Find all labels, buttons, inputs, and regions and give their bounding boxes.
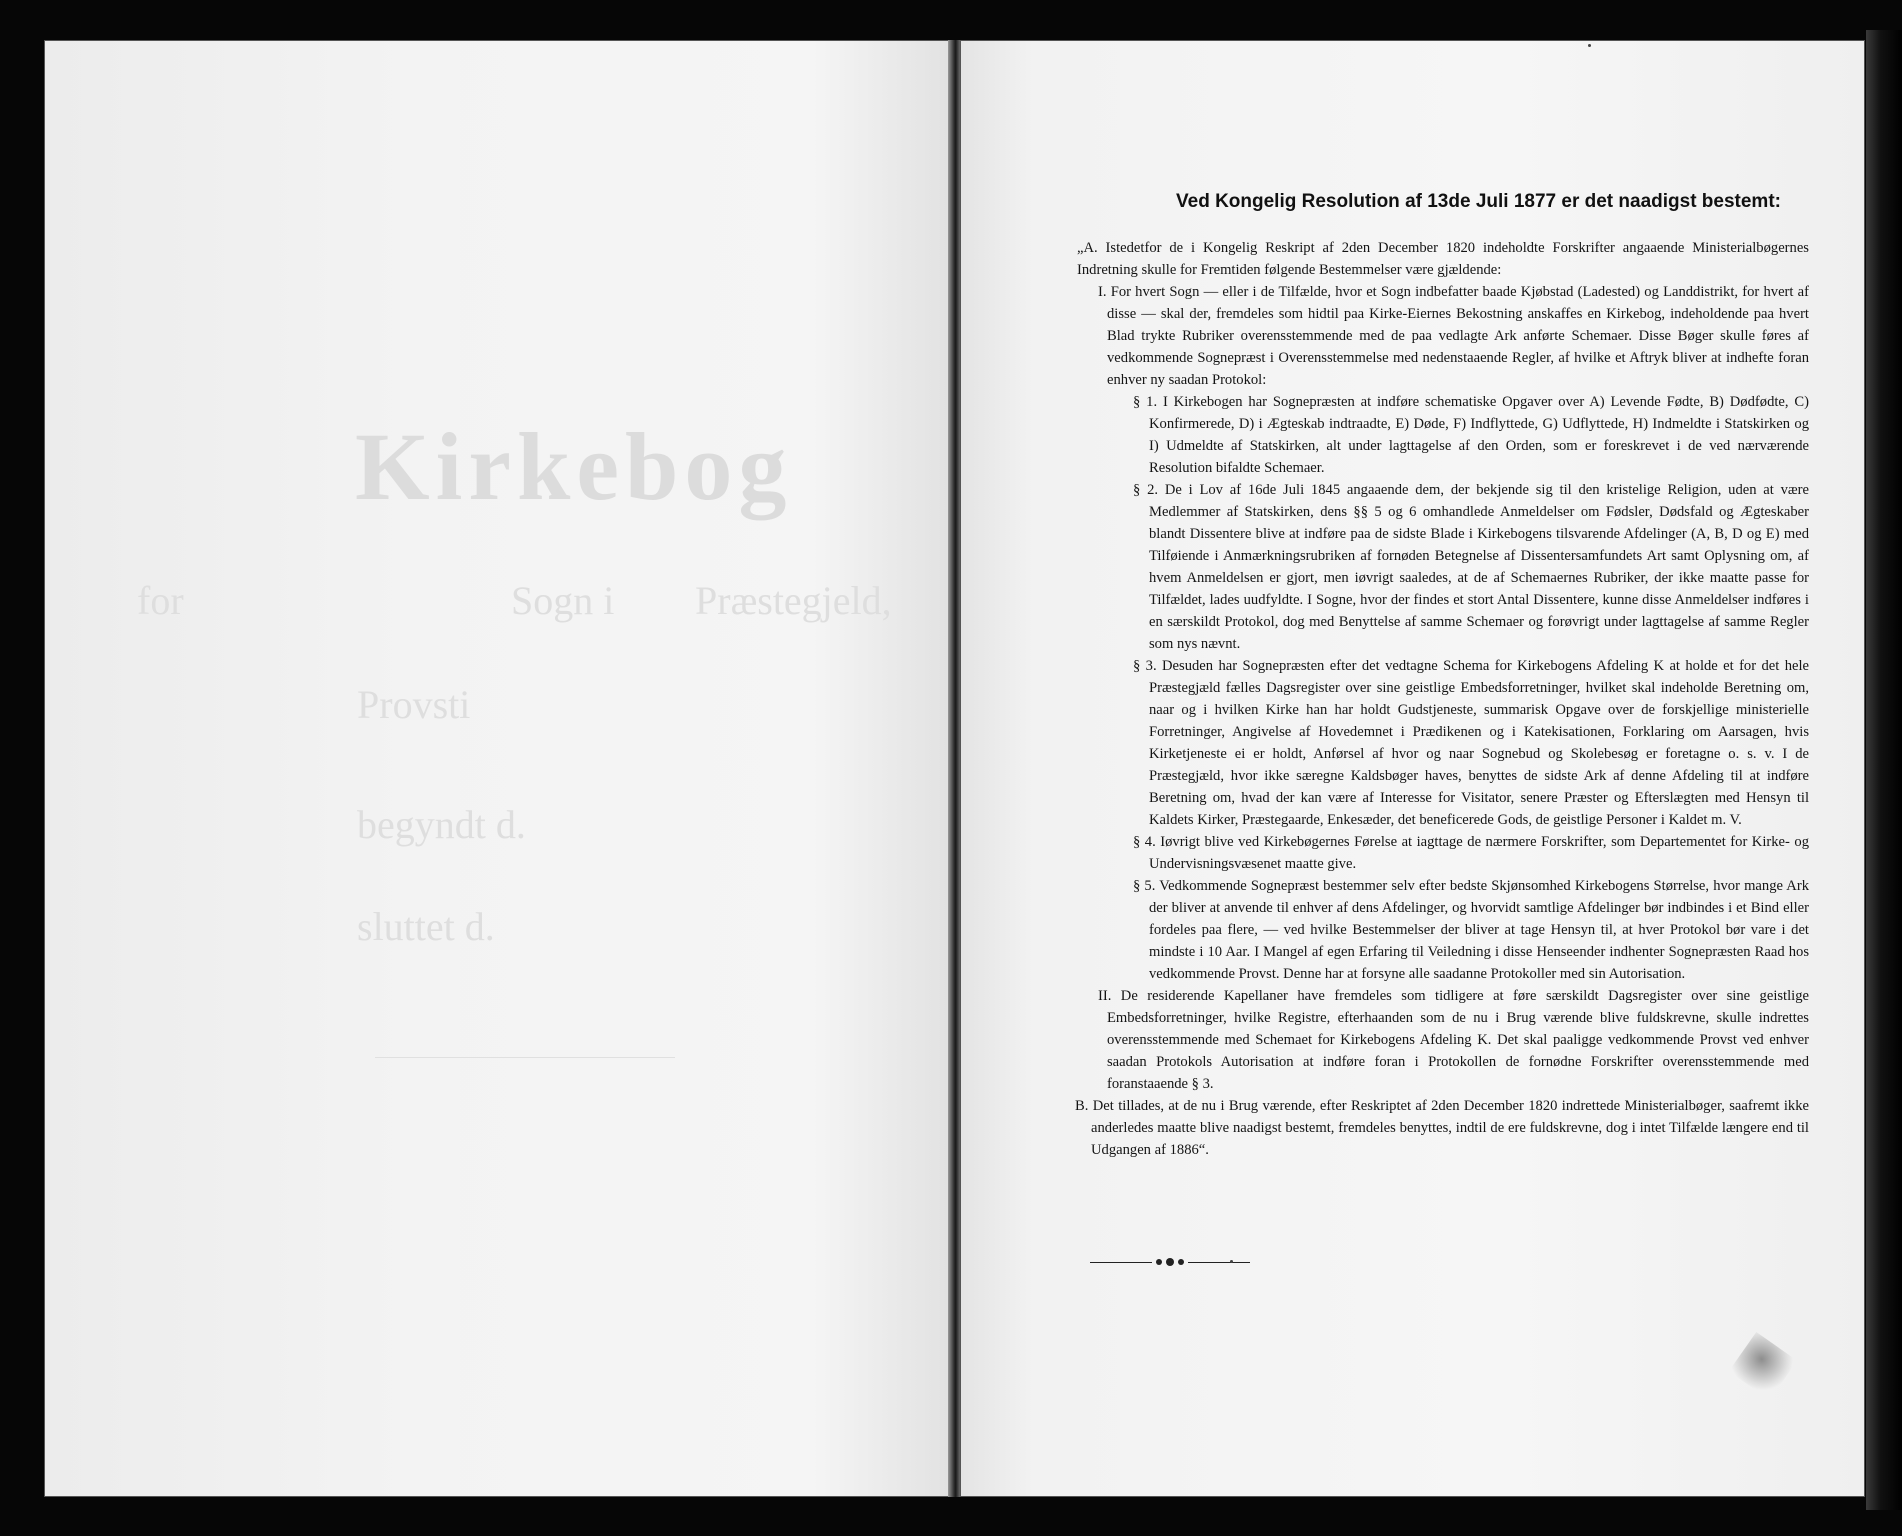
faded-line-sluttet: sluttet d. bbox=[357, 904, 495, 949]
resolution-title: Ved Kongelig Resolution af 13de Juli 1877 er det naadigst bestemt: bbox=[1176, 191, 1781, 212]
faded-title: Kirkebog bbox=[355, 413, 793, 520]
faded-line-begyndt: begyndt d. bbox=[357, 802, 526, 847]
paragraph-i: I. For hvert Sogn — eller i de Tilfælde, hvor et Sogn indbefatter baade Kjøbstad (Ladested) og Landdistrikt, for hvert af disse — skal der, fremdeles som hidtil paa Kirke-Eiernes Bekostning anskaffes en Kirkebog, indeholdende paa hvert Blad trykte Rubriker overensstemmende med de paa vedlagte Ark anførte Schemaer. Disse Bøger skulle føres af vedkommende Sognepræst i Overensstemmelse med nedenstaaende Regler, af hvilke et Aftryk bliver at indhefte foran enhver ny saadan Protokol: bbox=[1098, 284, 1809, 388]
paragraph-section-1: § 1. I Kirkebogen har Sognepræsten at indføre schematiske Opgaver over A) Levende Fødte, B) Dødfødte, C) Konfirmerede, D) i Ægteskab indtraadte, E) Døde, F) Indflyttede, G) Udflyttede, H) Indmeldte i Statskirken og I) Udmeldte af Statskirken, alt under lagttagelse af den Orden, som er foreskrevet i de ved nærværende Resolution bifaldte Schemaer. bbox=[1133, 394, 1809, 476]
closing-ornament bbox=[1090, 1258, 1250, 1268]
resolution-body bbox=[1069, 237, 1809, 1161]
faded-rule bbox=[375, 1057, 675, 1058]
left-page bbox=[44, 40, 950, 1497]
faded-line-for: for bbox=[137, 578, 184, 623]
paper-speck bbox=[1230, 1260, 1233, 1263]
paragraph-section-4: § 4. Iøvrigt blive ved Kirkebøgernes Førelse at iagttage de nærmere Forskrifter, som Departementet for Kirke- og Undervisningsvæsenet maatte give. bbox=[1133, 834, 1809, 872]
paragraph-section-2: § 2. De i Lov af 16de Juli 1845 angaaende dem, der bekjende sig til den kristelige Religion, uden at være Medlemmer af Statskirken, dens §§ 5 og 6 omhandlede Anmeldelser om Fødsler, Dødsfald og Ægteskaber blandt Dissentere blive at indføre paa de sidste Blade i Kirkebogens tilsvarende Afdelinger (A, B, D og E) med Tilføiende i Anmærkningsrubriken af fornøden Betegnelse af Dissentersamfundets Art samt Oplysning om, af hvem Anmeldelsen er gjort, men iøvrigt saaledes, at de af Schemaernes Rubriker, der ikke maatte passe for Tilfældet, lades uudfyldte. I Sogne, hvor der findes et stort Antal Dissentere, kunne disse Anmeldelser indføres i en særskildt Protokol, dog med Benyttelse af samme Schemaer og forøvrigt under lagttagelse af samme Regler som nys nævnt. bbox=[1133, 482, 1809, 652]
paragraph-section-3: § 3. Desuden har Sognepræsten efter det vedtagne Schema for Kirkebogens Afdeling K at holde et for det hele Præstegjæld fælles Dagsregister over sine geistlige Embedsforretninger, hvilket skal indeholde Beretning om, naar og i hvilken Kirke han har holdt Gudstjeneste, summarisk Opgave over de forskjellige ministerielle Forretninger, Angivelse af Hovedemnet i Prædikenen og i Katekisationen, Forklaring om Aarsagen, hvis Kirketjeneste ei er holdt, Anførsel af hvor og naar Sognebud og Skolebesøg er foretagne o. s. v. I de Præstegjæld, hvor ikke særegne Kaldsbøger haves, benyttes de sidste Ark af denne Afdeling til at indføre Beretning om, hvad der kan være af Interesse for Visitator, senere Præster og Efterslægten med Hensyn til Kaldets Kirker, Præstegaarde, Enkesæder, det beneficerede Gods, de geistlige Personer i Kaldet m. V. bbox=[1133, 658, 1809, 828]
paragraph-a: „A. Istedetfor de i Kongelig Reskript af 2den December 1820 indeholdte Forskrifter angaaende Ministerialbøgernes Indretning skulle for Fremtiden følgende Bestemmelser være gjældende: bbox=[1077, 240, 1809, 278]
paragraph-b: B. Det tillades, at de nu i Brug værende, efter Reskriptet af 2den December 1820 indrettede Ministerialbøger, saafremt ikke anderledes maatte blive naadigst bestemt, fremdeles benyttes, indtil de ere fuldskrevne, dog i intet Tilfælde længere end til Udgangen af 1886“. bbox=[1075, 1098, 1809, 1158]
paper-speck bbox=[1588, 44, 1591, 47]
faded-line-sogn: Sogn i bbox=[511, 578, 615, 623]
paragraph-ii: II. De residerende Kapellaner have fremdeles som tidligere at føre særskildt Dagsregister over sine geistlige Embedsforretninger, hvilke Registre, efterhaanden som de nu i Brug værende blive fuldskrevne, skulle indrettes overensstemmende med Schemaet for Kirkebogens Afdeling K. Det skal paaligge vedkommende Provst ved enhver saadan Protokols Autorisation at indføre foran i Protokollen de fornødne Forskrifter overensstemmende med foranstaaende § 3. bbox=[1098, 988, 1809, 1092]
faded-line-prestegjeld: Præstegjeld, bbox=[695, 578, 892, 623]
faded-line-provsti: Provsti bbox=[357, 682, 471, 727]
page-edge-shadow bbox=[1866, 30, 1902, 1510]
paragraph-section-5: § 5. Vedkommende Sognepræst bestemmer selv efter bedste Skjønsomhed Kirkebogens Størrelse, hvor mange Ark der bliver at anvende til enhver af dens Afdelinger, og hvorvidt samtlige Afdelinger bør indbindes i et Bind eller fordeles paa flere, — ved hvilke Bestemmelser der bliver at tage Hensyn til, at hver Protokol bør vare i det mindste i 10 Aar. I Mangel af egen Erfaring til Veiledning i disse Henseender indhenter Sognepræsten Raad hos vedkommende Provst. Denne har at forsyne alle saadanne Protokoller med sin Autorisation. bbox=[1133, 878, 1809, 982]
right-page bbox=[960, 40, 1865, 1497]
